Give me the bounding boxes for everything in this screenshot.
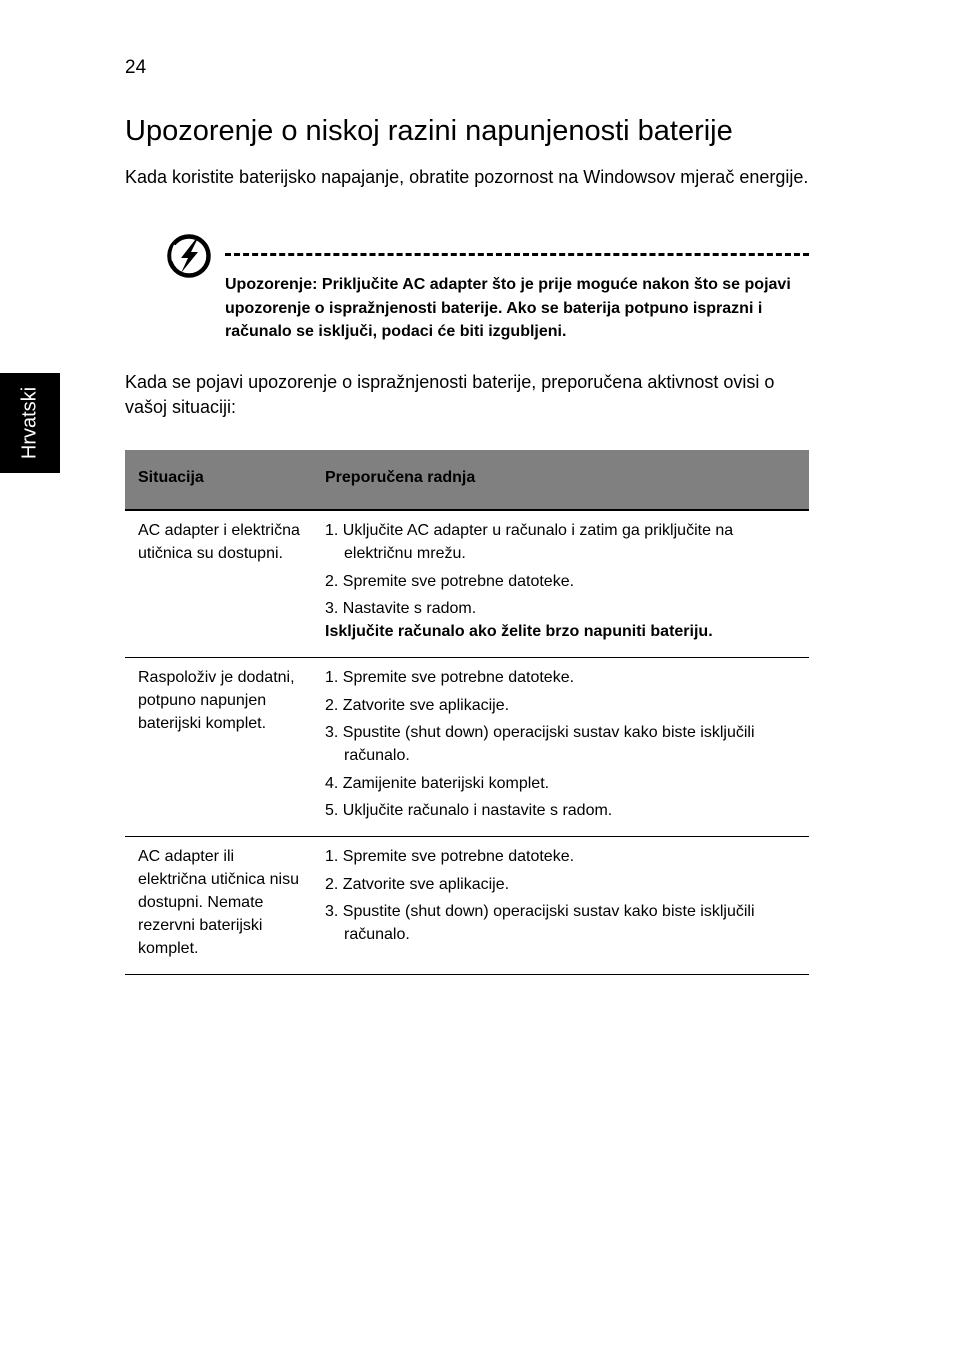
header-situation: Situacija (125, 450, 312, 510)
steps-list (325, 666, 803, 822)
situation-intro-paragraph: Kada se pojavi upozorenje o ispražnjenosti baterije, preporučena aktivnost ovisi o vašoj situaciji: (125, 372, 775, 417)
step-item: 1. Spremite sve potrebne datoteke. (325, 669, 575, 686)
situation-cell: AC adapter i električna utičnica su dostupni. (125, 510, 312, 658)
step-item: 1. Uključite AC adapter u računalo i zatim ga priključite na električnu mrežu. (325, 522, 734, 562)
language-side-tab (0, 373, 60, 473)
action-cell (312, 658, 809, 837)
warning-dashed-divider (225, 253, 809, 256)
step-item: 3. Nastavite s radom. (325, 600, 477, 617)
step-item: 3. Spustite (shut down) operacijski sustav kako biste isključili računalo. (325, 903, 755, 943)
step-item: 5. Uključite računalo i nastavite s radom. (325, 802, 613, 819)
situation-cell: Raspoloživ je dodatni, potpuno napunjen baterijski komplet. (125, 658, 312, 837)
situation-action-table (125, 450, 809, 975)
header-recommended-action: Preporučena radnja (312, 450, 809, 510)
warning-text: Upozorenje: Priključite AC adapter što je prije moguće nakon što se pojavi upozorenje o ispražnjenosti baterije. Ako se baterija potpuno isprazni i računalo se isključi, podaci će biti izgubljeni. (225, 276, 791, 340)
steps-list (325, 519, 803, 620)
step-item: 2. Spremite sve potrebne datoteke. (325, 572, 575, 590)
step-item: 4. Zamijenite baterijski komplet. (325, 774, 550, 792)
page-number: 24 (125, 57, 147, 78)
table-row (125, 510, 809, 658)
intro-paragraph: Kada koristite baterijsko napajanje, obratite pozornost na Windowsov mjerač energije. (125, 167, 809, 187)
situation-cell: AC adapter ili električna utičnica nisu dostupni. Nemate rezervni baterijski komplet. (125, 837, 312, 975)
page-title: Upozorenje o niskoj razini napunjenosti baterije (125, 115, 733, 147)
step-item: 2. Zatvorite sve aplikacije. (325, 875, 510, 893)
action-note: Isključite računalo ako želite brzo napuniti bateriju. (325, 623, 713, 640)
step-item: 1. Spremite sve potrebne datoteke. (325, 848, 575, 865)
step-item: 3. Spustite (shut down) operacijski sustav kako biste isključili računalo. (325, 724, 755, 764)
action-cell (312, 837, 809, 975)
step-item: 2. Zatvorite sve aplikacije. (325, 696, 510, 714)
side-tab-label: Hrvatski (18, 386, 41, 460)
action-cell (312, 510, 809, 658)
warning-lightning-icon (166, 233, 212, 279)
table-header-row (125, 450, 809, 510)
steps-list (325, 845, 803, 946)
table-row (125, 658, 809, 837)
table-row (125, 837, 809, 975)
